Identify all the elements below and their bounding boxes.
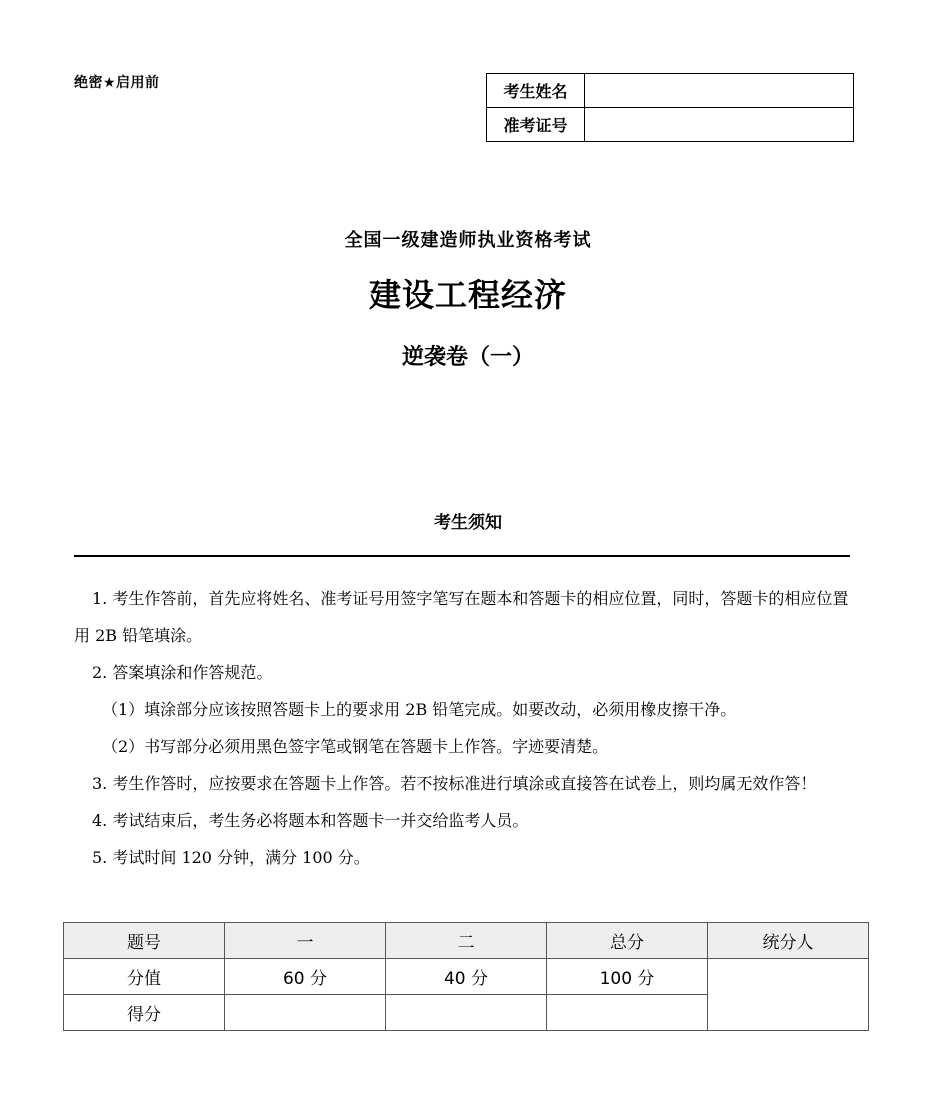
notice-list [74, 580, 864, 876]
notice-item-4: 4. 考试结束后，考生务必将题本和答题卡一并交给监考人员。 [92, 811, 529, 830]
score-value-part-1: 60 分 [225, 959, 386, 995]
paper-title: 逆袭卷（一） [401, 344, 534, 370]
score-table-header-row [64, 923, 869, 959]
divider [74, 555, 850, 557]
grader-field[interactable] [708, 959, 869, 1031]
score-value-total: 100 分 [547, 959, 708, 995]
score-row-label: 得分 [64, 995, 225, 1031]
candidate-name-field[interactable] [585, 74, 854, 108]
score-table-value-row [64, 959, 869, 995]
notice-item-1: 1. 考生作答前，首先应将姓名、准考证号用签字笔写在题本和答题卡的相应位置，同时，答题卡的相应位置用 2B 铅笔填涂。 [74, 589, 849, 645]
score-field-total[interactable] [547, 995, 708, 1031]
notice-item-3: 3. 考生作答时，应按要求在答题卡上作答。若不按标准进行填涂或直接答在试卷上，则均属无效作答！ [92, 774, 817, 793]
notice-item-2-1: （1）填涂部分应该按照答题卡上的要求用 2B 铅笔完成。如要改动，必须用橡皮擦干净。 [102, 700, 737, 719]
candidate-id-label: 准考证号 [487, 108, 585, 142]
score-table [63, 922, 869, 1031]
exam-main-title: 建设工程经济 [368, 276, 567, 314]
exam-subtitle: 全国一级建造师执业资格考试 [344, 230, 592, 251]
score-header-question: 题号 [64, 923, 225, 959]
confidential-label: 绝密★启用前 [74, 75, 160, 91]
candidate-id-field[interactable] [585, 108, 854, 142]
candidate-info-table [486, 73, 854, 142]
notice-item-2: 2. 答案填涂和作答规范。 [92, 663, 273, 682]
score-header-part-1: 一 [225, 923, 386, 959]
notice-heading: 考生须知 [434, 513, 502, 533]
score-value-part-2: 40 分 [386, 959, 547, 995]
notice-item-5: 5. 考试时间 120 分钟，满分 100 分。 [92, 848, 370, 867]
score-value-label: 分值 [64, 959, 225, 995]
score-field-part-1[interactable] [225, 995, 386, 1031]
score-header-total: 总分 [547, 923, 708, 959]
score-header-grader: 统分人 [708, 923, 869, 959]
score-header-part-2: 二 [386, 923, 547, 959]
candidate-id-row [487, 108, 854, 142]
notice-item-2-2: （2）书写部分必须用黑色签字笔或钢笔在答题卡上作答。字迹要清楚。 [102, 737, 609, 756]
candidate-name-row [487, 74, 854, 108]
score-field-part-2[interactable] [386, 995, 547, 1031]
candidate-name-label: 考生姓名 [487, 74, 585, 108]
